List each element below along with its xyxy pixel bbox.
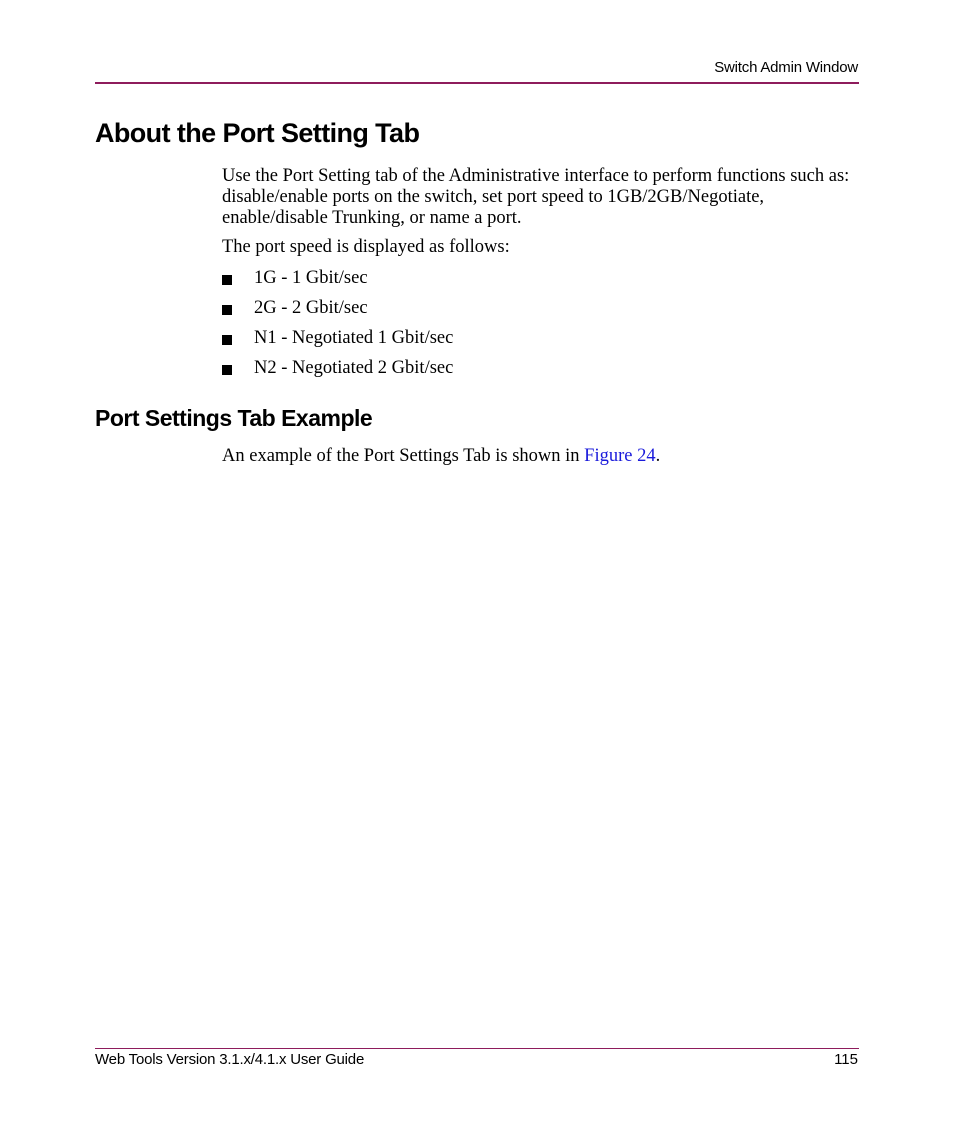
list-item-text: N2 - Negotiated 2 Gbit/sec xyxy=(254,358,454,378)
subsection-title: Port Settings Tab Example xyxy=(95,405,373,431)
running-header: Switch Admin Window xyxy=(714,59,858,76)
example-paragraph xyxy=(222,446,862,467)
speed-intro-paragraph: The port speed is displayed as follows: xyxy=(222,237,510,257)
list-item-text: 1G - 1 Gbit/sec xyxy=(254,268,368,288)
list-item xyxy=(222,298,453,328)
example-text: An example of the Port Settings Tab is shown in xyxy=(222,446,585,466)
intro-paragraph: Use the Port Setting tab of the Administrative interface to perform functions such as: disable/enable ports on the switch, set port speed to 1GB/2GB/Negotiate, enable/disable Trunking, or name a port. xyxy=(222,166,850,228)
footer-guide-title: Web Tools Version 3.1.x/4.1.x User Guide xyxy=(95,1051,365,1068)
example-text-end: . xyxy=(655,446,661,466)
square-bullet-icon xyxy=(222,275,232,285)
section-title: About the Port Setting Tab xyxy=(95,118,420,148)
list-item xyxy=(222,268,453,298)
speed-list xyxy=(222,268,453,388)
square-bullet-icon xyxy=(222,305,232,315)
page-number: 115 xyxy=(834,1051,858,1068)
list-item-text: N1 - Negotiated 1 Gbit/sec xyxy=(254,328,454,348)
square-bullet-icon xyxy=(222,335,232,345)
list-item xyxy=(222,328,453,358)
list-item-text: 2G - 2 Gbit/sec xyxy=(254,298,368,318)
footer-rule xyxy=(95,1048,859,1049)
square-bullet-icon xyxy=(222,365,232,375)
list-item xyxy=(222,358,453,388)
header-rule xyxy=(95,82,859,84)
figure-link[interactable]: Figure 24 xyxy=(584,446,656,466)
